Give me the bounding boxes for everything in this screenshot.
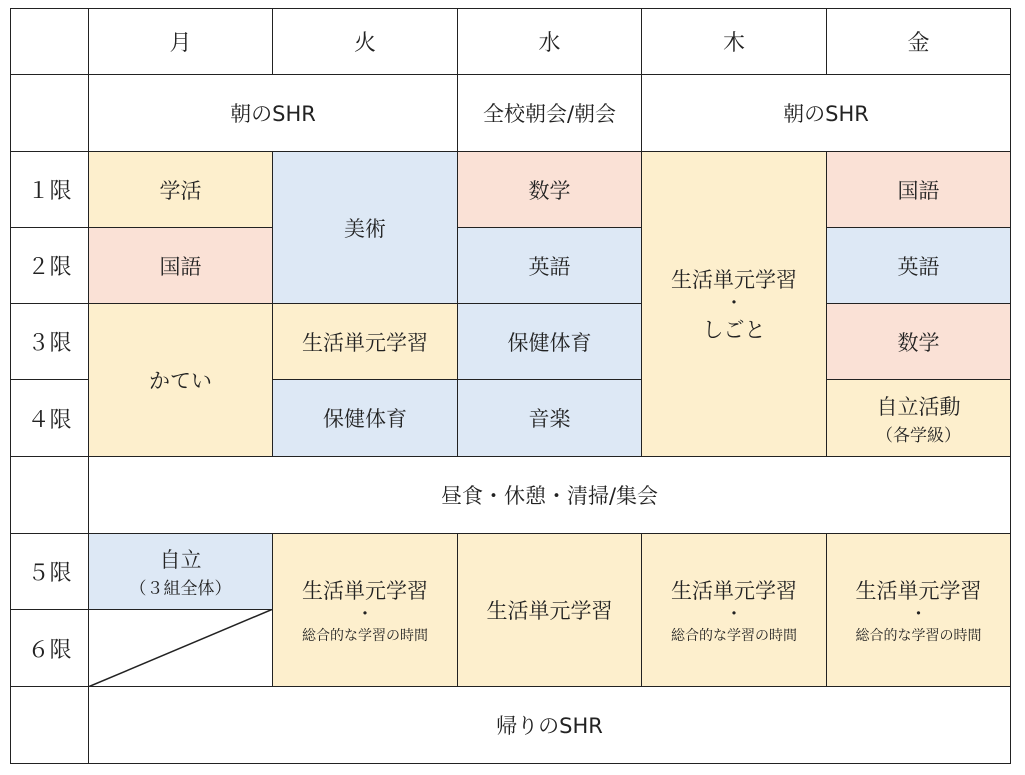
day-header-thu <box>641 8 827 75</box>
subject-text: 英語 <box>528 254 571 279</box>
wed-period-2 <box>457 227 642 304</box>
mon-period-1 <box>88 151 273 228</box>
period-label-5 <box>10 533 89 610</box>
day-header-tue <box>272 8 458 75</box>
separator-dot: ・ <box>356 604 374 625</box>
period-text: ４限 <box>27 407 72 433</box>
period-label-1 <box>10 151 89 228</box>
lunch-label-cell <box>10 456 89 534</box>
subject-text: かてい <box>149 369 212 393</box>
morning-text: 朝のSHR <box>230 102 316 126</box>
fri-period-5-6 <box>826 533 1011 687</box>
morning-text: 朝のSHR <box>783 102 869 126</box>
subject-text: 数学 <box>897 330 940 355</box>
mon-period-3-4 <box>88 303 273 457</box>
day-header-wed <box>457 8 642 75</box>
period-text: ３限 <box>27 331 72 356</box>
period-label-4 <box>10 379 89 457</box>
diagonal-line <box>88 609 273 687</box>
mon-period-5 <box>88 533 273 610</box>
subject-text: 自立活動 <box>876 394 961 419</box>
day-label: 木 <box>722 31 745 56</box>
day-label: 金 <box>907 31 930 56</box>
fri-period-1 <box>826 151 1011 228</box>
subject-text: 生活単元学習 <box>302 579 428 603</box>
day-label: 火 <box>353 31 376 56</box>
separator-dot: ・ <box>725 604 743 625</box>
day-header-mon <box>88 8 273 75</box>
fri-period-2 <box>826 227 1011 304</box>
subject-subtext: 総合的な学習の時間 <box>302 628 428 644</box>
subject-subtext: しごと <box>702 318 766 342</box>
tue-period-5-6 <box>272 533 458 687</box>
subject-text: 音楽 <box>528 407 571 431</box>
subject-text: 学活 <box>159 178 202 203</box>
morning-assembly-wed <box>457 74 642 152</box>
thu-period-5-6 <box>641 533 827 687</box>
period-label-3 <box>10 303 89 380</box>
wed-period-3 <box>457 303 642 380</box>
period-text: ５限 <box>27 561 72 586</box>
subject-subtext: 総合的な学習の時間 <box>855 628 982 644</box>
tue-period-3 <box>272 303 458 380</box>
end-label-cell <box>10 686 89 764</box>
corner-cell <box>10 8 89 75</box>
subject-text: 生活単元学習 <box>855 579 982 603</box>
mon-period-6-empty <box>88 609 273 687</box>
lunch-text: 昼食・休憩・清掃/集会 <box>440 484 659 508</box>
period-label-6 <box>10 609 89 687</box>
end-shr-row <box>88 686 1011 764</box>
subject-text: 自立 <box>159 548 202 572</box>
morning-shr-thu-fri <box>641 74 1011 152</box>
subject-text: 生活単元学習 <box>486 599 613 623</box>
subject-text: 国語 <box>159 254 202 279</box>
subject-text: 生活単元学習 <box>671 268 797 292</box>
subject-text: 国語 <box>897 178 940 203</box>
subject-text: 数学 <box>528 178 571 203</box>
subject-text: 美術 <box>344 216 386 241</box>
tue-period-1-2 <box>272 151 458 304</box>
period-label-2 <box>10 227 89 304</box>
subject-text: 英語 <box>897 254 940 279</box>
subject-text: 生活単元学習 <box>302 330 428 355</box>
morning-shr-mon-tue <box>88 74 458 152</box>
period-text: ６限 <box>27 637 72 663</box>
subject-text: 保健体育 <box>507 330 592 355</box>
separator-dot: ・ <box>909 604 928 625</box>
end-text: 帰りのSHR <box>496 714 603 738</box>
day-label: 水 <box>538 31 561 56</box>
day-label: 月 <box>169 31 192 56</box>
subject-subtext: （３組全体） <box>129 579 232 599</box>
morning-label-cell <box>10 74 89 152</box>
wed-period-4 <box>457 379 642 457</box>
thu-period-1-4 <box>641 151 827 457</box>
subject-subtext: （各学級） <box>876 425 961 446</box>
separator-dot: ・ <box>725 293 743 314</box>
period-text: ２限 <box>27 255 72 280</box>
period-text: １限 <box>27 179 72 204</box>
fri-period-4 <box>826 379 1011 457</box>
day-header-fri <box>826 8 1011 75</box>
fri-period-3 <box>826 303 1011 380</box>
morning-text: 全校朝会/朝会 <box>482 102 617 126</box>
wed-period-5-6 <box>457 533 642 687</box>
subject-subtext: 総合的な学習の時間 <box>671 628 797 644</box>
lunch-row <box>88 456 1011 534</box>
subject-text: 生活単元学習 <box>671 579 797 603</box>
tue-period-4 <box>272 379 458 457</box>
wed-period-1 <box>457 151 642 228</box>
subject-text: 保健体育 <box>323 407 407 431</box>
mon-period-2 <box>88 227 273 304</box>
